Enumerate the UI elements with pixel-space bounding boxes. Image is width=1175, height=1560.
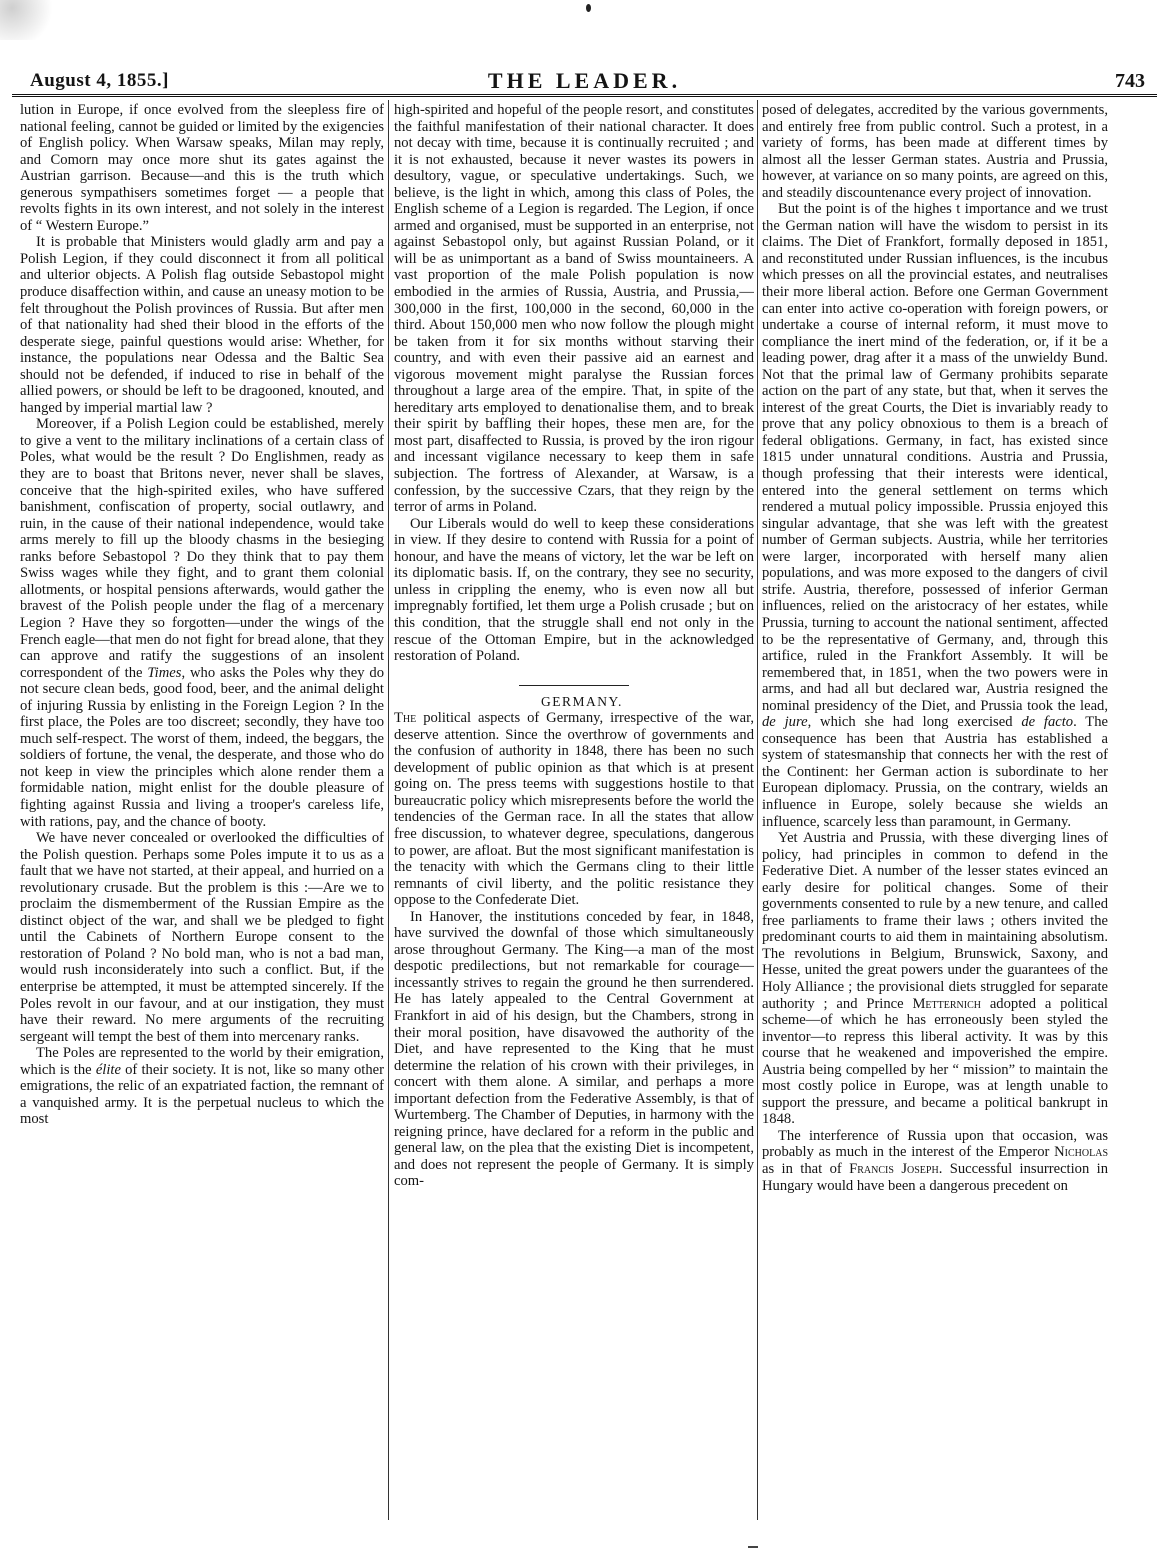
- text-run: . Successful insurrection in Hungary would have been a dangerous precedent on: [762, 1161, 1108, 1194]
- paragraph: In Hanover, the institutions conceded by fear, in 1848, have survived the downfal of those which simultaneously arose throughout Germany. The King—a man of the most despotic predilections, but not remarkable for courage—incessantly strives to regain the ground he then surrendered. He has lately appealed to the Central Government at Frankfort in aid of his design, but the Chambers, strong in their moral position, have disavowed the authority of the Diet, and have represented to the King that he must determine the relation of his crown with their privileges, in concert with them alone. A similar, and perhaps a more important defection from the Federative Assembly, is that of Wurtemberg. The Chamber of Deputies, in harmony with the reigning prince, have declared for a reform in the public and general law, on the plea that the existing Diet is incompetent, and does not represent the people of Germany. It is simply com-: [394, 908, 754, 1190]
- column-rule-1: [388, 100, 389, 1520]
- paragraph: It is probable that Ministers would gladly arm and pay a Polish Legion, if they could disconnect it from all political and ulterior objects. A Polish flag outside Sebastopol might produce disaffection within, and cause an uneasy motion to be felt throughout the Polish provinces of Russia. But after men of that nationality had shed their blood in the efforts of the desperate siege, painful questions would arise: Whether, for instance, the populations near Odessa and the Baltic Sea should not be defended, if induced to rise in behalf of the allied powers, or should be left to be dragooned, knouted, and hanged by imperial martial law ?: [20, 234, 384, 416]
- paragraph: [394, 710, 754, 909]
- newspaper-title: THE LEADER.: [487, 68, 682, 93]
- text-run: The Poles are represented to the world by their emigration, which is the: [20, 1045, 384, 1078]
- text-run: , who asks the Poles why they do not secure clean beds, good food, beer, and the animal delight of injuring Russia by enlisting in the Foreign Legion ? In the first place, the Poles are too discreet; secondly, they have too much self-respect. The worst of them, indeed, the beggars, the soldiers of fortune, the venal, the desperate, and those who do not keep in view the principles which alone render them a formidable nation, might enlist for the double pleasure of fighting against Russia and living a trooper's careless life, with rations, pay, and the chance of booty.: [20, 664, 384, 830]
- text-run: of their society. It is not, like so many other emigrations, the relic of an expatriated faction, the remnant of a vanquished army. It is the perpetual nucleus to which the most: [20, 1061, 384, 1128]
- person-name: Metternich: [912, 995, 981, 1012]
- italic-phrase: de jure: [762, 714, 808, 731]
- paragraph: [20, 1045, 384, 1128]
- issue-date: August 4, 1855.]: [30, 70, 169, 91]
- newspaper-name: Times: [147, 664, 182, 681]
- text-run: , which she had long exercised: [807, 714, 1022, 731]
- page-number: 743: [1115, 70, 1145, 92]
- masthead: [12, 68, 1157, 97]
- section-divider: [519, 685, 629, 686]
- paragraph: posed of delegates, accredited by the various governments, and entirely free from public control. Such a protest, in a variety of forms, has been made at different times by almost all the lesser German states. Austria and Prussia, however, at variance on so many points, are agreed on this, and steadily discountenance every project of innovation.: [762, 102, 1108, 201]
- column-rule-2: [757, 100, 758, 1520]
- italic-phrase: de facto: [1021, 714, 1074, 731]
- italic-word: élite: [95, 1061, 121, 1078]
- person-name: Francis Joseph: [849, 1161, 939, 1177]
- text-run: But the point is of the highes t importance and we trust the German nation will have the wisdom to persist in its claims. The Diet of Frankfort, formally deposed in 1851, and reconstituted under Russian influences, is the incubus which presses on all the provincial estates, and neutralises their more liberal action. Before one German Government can enter into active co-operation with foreign powers, or undertake a course of internal reform, it must move to compliance the inert mind of the federation, or, if it be a leading power, drag after it a mass of the unwieldy Bund. Not that the primal law of Germany prohibits separate action on the part of any state, but that, when it serves the interest of the great Courts, the Diet is invariably ready to prove that any policy obnoxious to them is a breach of federal obligations. Germany, in fact, has existed since 1815 under unnatural conditions. Austria and Prussia, though professing that their interests were identical, entered into the general settlement on terms which rendered a mutual policy impossible. Prussia enjoyed this singular advantage, that she was left with the greatest number of German subjects. Austria, while her territories were larger, incorporated with herself many alien populations, and was more exposed to the dangers of civil strife. Austria, therefore, possessed of inferior German influences, relied on the aristocracy of her estates, while Prussia, turning to account the national sentiment, affected to be the representative of Germany, and, through this artifice, ruled in the Frankfort Assembly. It will be remembered that, in 1851, when the two powers were in arms, and had all but declared war, Austria resigned the nominal presidency of the Diet, and Prussia took the lead,: [762, 201, 1108, 714]
- text-run: . The consequence has been that Austria has established a system of statesmanship that connects her with the rest of the Continent: her German action is subordinate to her European diplomacy. Prussia, on the contrary, wields an influence in Europe, solely because she wields an influence, scarcely less than paramount, in Germany.: [762, 714, 1108, 830]
- text-run: political aspects of Germany, irrespective of the war, deserve attention. Since the overthrow of governments and the confusion of authority in 1848, there has been no such development of public opinion as that which is at present going on. The press teems with suggestions hostile to that bureaucratic policy which misrepresents before the world the tendencies of the German race. In all the states that allow free discussion, to whatever degree, speculations, dangerous to power, are afloat. But the most significant manifestation is the tenacity with which the Germans cling to their little remnants of civil liberty, and the politic resistance they oppose to the Confederate Diet.: [394, 710, 754, 909]
- text-run: The interference of Russia upon that occasion, was probably as much in the interest of the Emperor: [762, 1127, 1108, 1161]
- lead-word: The: [394, 710, 417, 727]
- ink-speck: [586, 4, 591, 12]
- text-run: Moreover, if a Polish Legion could be established, merely to give a vent to the military inclinations of a certain class of Poles, what would be the result ? Do Englishmen, ready as they are to boast that Britons never, never shall be slaves, conceive that the high-spirited exiles, who have suffered banishment, confiscation of property, social outlawry, and ruin, in the cause of their national independence, would take arms merely to fill up the bloody chasms in the besieging ranks before Sebastopol ? Do they think that to pay them Swiss wages while they fight, and to grant them colonial allotments, or hospital pensions afterwards, would gather the bravest of the Polish people under the flag of a mercenary Legion ? Have they so forgotten—under the wings of the French eagle—that men do not fight for bread alone, that they can approve and ratify the suggestions of an insolent correspondent of the: [20, 416, 384, 681]
- paragraph: Our Liberals would do well to keep these considerations in view. If they desire to contend with Russia for a point of honour, and have the means of victory, let the war be left on its diplomatic basis. If, on the contrary, they see no security, unless in crippling the enemy, who is even now all but impregnably fortified, let them urge a Polish crusade ; but on this condition, that the struggle shall end not only in the rescue of the Ottoman Empire, but in the acknowledged restoration of Poland.: [394, 515, 754, 665]
- text-run: adopted a political scheme—of which he has erroneously been styled the inventor—to repress this liberal activity. It was by this course that he weakened and impoverished the empire. Austria being compelled by her “ mission” to maintain the most costly police in Europe, was at length unable to support the pressure, and became a political bankrupt in 1848.: [762, 995, 1108, 1128]
- print-mark: [748, 1546, 758, 1548]
- paper-stain: [0, 0, 60, 40]
- column-3: [762, 102, 1108, 1532]
- paragraph: high-spirited and hopeful of the people resort, and constitutes the faithful manifestation of their national character. It does not decay with time, because it is continually recruited ; and it is not exhausted, because it never wastes its powers in desultory, vague, or speculative undertakings. Such, we believe, is the light in which, among this class of Poles, the English scheme of a Legion is regarded. The Legion, if once armed and organised, must be supported in an enterprise, not against Sebastopol only, but against Russian Poland, or it will be as unimportant as a band of Swiss mountaineers. A vast proportion of the male Polish population is now embodied in the armies of Russia, Austria, and Prussia,—300,000 in the first, 100,000 in the second, 60,000 in the third. About 150,000 men who now follow the plough might be taken from it for six months without starving their country, and with even their passive aid an earnest and vigorous movement might paralyse the Russian forces throughout a large area of the empire. That, in spite of the hereditary arts employed to denationalise them, and to break their spirit by baffling their hopes, these men are, for the most part, disaffected to Russia, is proved by the iron rigour and incessant vigilance necessary to keep them in safe subjection. The fortress of Alexander, at Warsaw, is a confession, by the successive Czars, that they reign by the terror of arms in Poland.: [394, 102, 754, 516]
- column-2: [394, 102, 754, 1532]
- person-name: Nicholas: [1054, 1144, 1108, 1161]
- paragraph: [762, 830, 1108, 1128]
- paragraph: lution in Europe, if once evolved from the sleepless fire of national feeling, cannot be guided or limited by the exigencies of English policy. When Warsaw speaks, Milan may reply, and Comorn may once more shut its gates against the Austrian garrison. Because—and this is the truth which generous sympathisers sometimes forget — a people that revolts fights in its own interest, and not solely in the interest of “ Western Europe.”: [20, 102, 384, 234]
- text-run: Yet Austria and Prussia, with these diverging lines of policy, had principles in common to defend in the Federative Diet. A number of the lesser states evinced an early desire for political changes. Some of their governments consented to rule by a new tenure, and called free parliaments to frame their laws ; others invited the predominant courts to aid them in maintaining absolutism. The revolutions in Belgium, Brunswick, Saxony, and Hesse, united the great powers under the guarantees of the Holy Alliance ; the provisional diets struggled for separate authority ; and Prince: [762, 830, 1108, 1012]
- text-run: as in that of: [762, 1161, 850, 1177]
- paragraph: [762, 201, 1108, 830]
- paragraph: [762, 1128, 1108, 1194]
- section-heading: GERMANY.: [541, 693, 623, 709]
- paragraph: We have never concealed or overlooked the difficulties of the Polish question. Perhaps some Poles impute it to us as a fault that we have not started, at their appeal, and hurried on a revolutionary crusade. But the problem is this :—Are we to proclaim the dismemberment of the Russian Empire as the distinct object of the war, and shall we be pledged to fight until the Cabinets of Northern Europe consent to the restoration of Poland ? No bold man, who is not a bad man, would rush inconsiderately into such a conflict. But, if the enterprise be attempted, it must be attempted sincerely. If the Poles revolt in our favour, and at our instigation, they must have their reward. No mere arguments of the recruiting sergeant will tempt the best of them into mercenary ranks.: [20, 830, 384, 1045]
- column-1: [20, 102, 384, 1532]
- paragraph: [20, 416, 384, 830]
